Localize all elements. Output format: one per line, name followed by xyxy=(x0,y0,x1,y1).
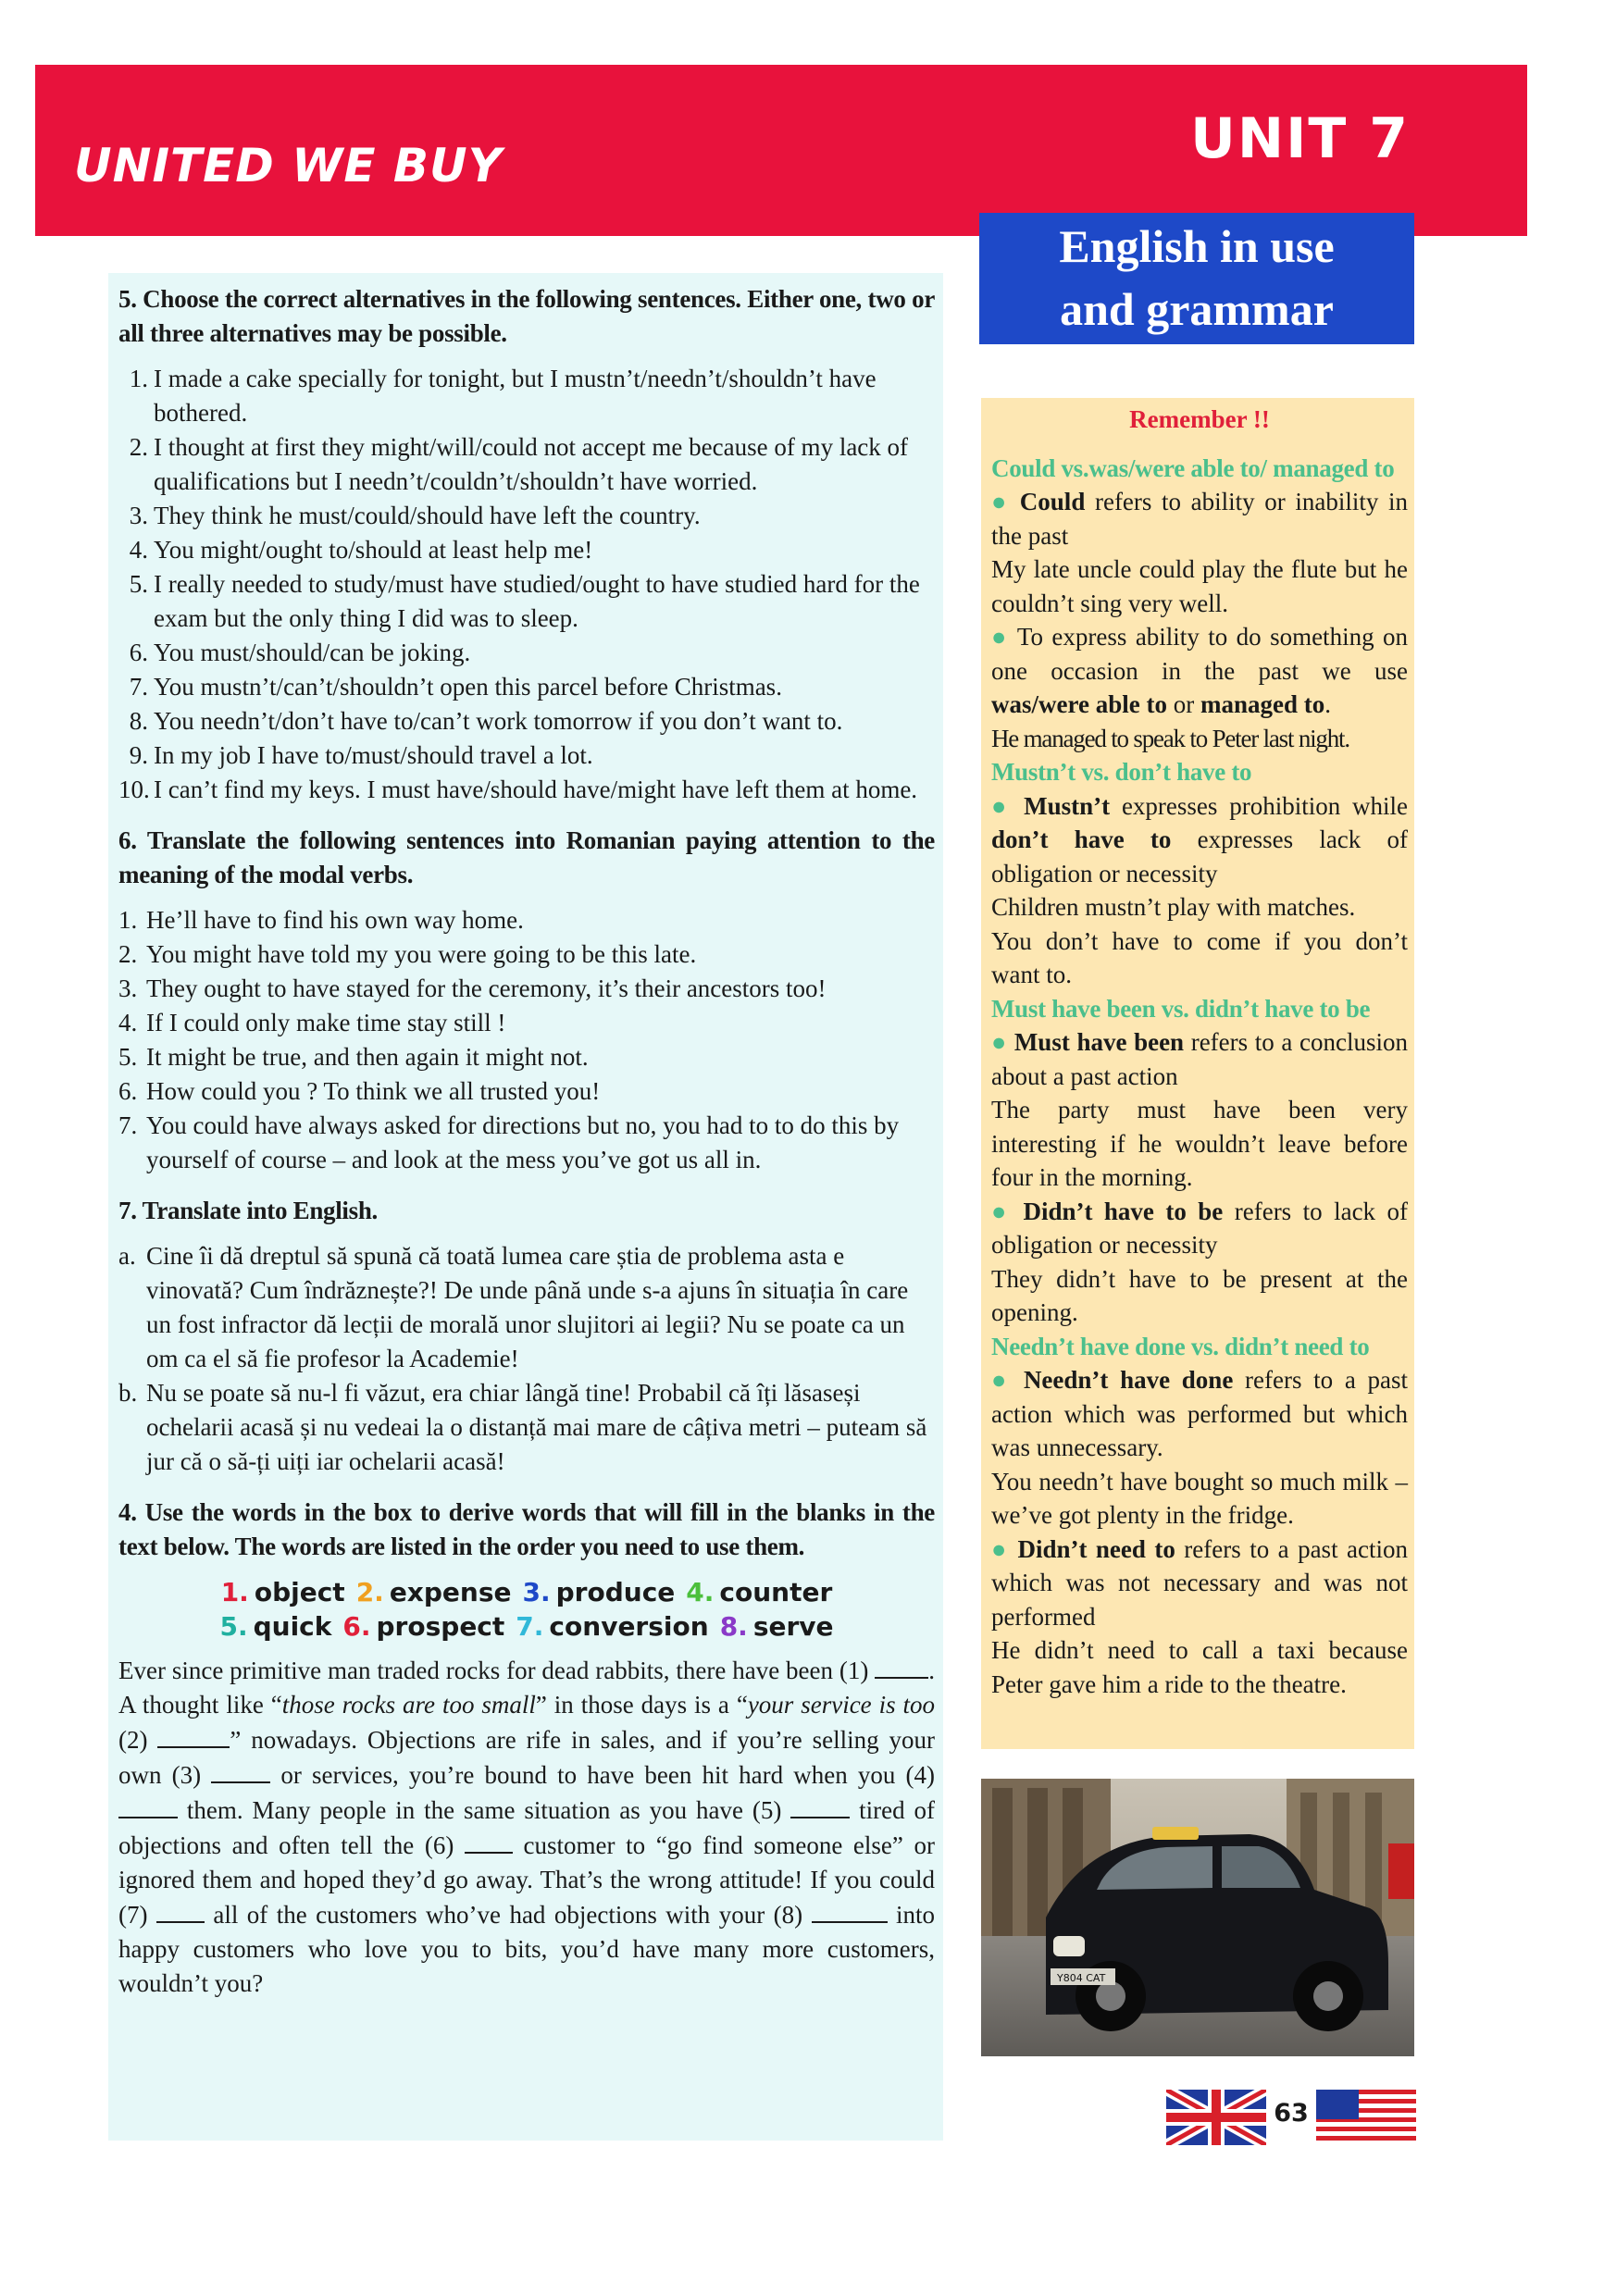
text-seg: expresses lack of obligation or necessity xyxy=(991,825,1408,887)
bold-term: Mustn’t xyxy=(1024,791,1111,820)
item-text: They think he must/could/should have left the country. xyxy=(154,502,701,529)
word-text: conversion xyxy=(549,1611,709,1642)
item-text: Nu se poate să nu-l fi văzut, era chiar lângă tine! Probabil că îți lăsaseși ochelarii acasă și nu vedeai la o distanță mai mare de câțiva metri – puteam să jur că o să-ți uiți iar ochelarii acasă! xyxy=(146,1379,927,1475)
word-box-item xyxy=(356,1577,512,1607)
section-heading-line2: and grammar xyxy=(1060,283,1334,335)
exercise-4-text xyxy=(118,1653,935,2001)
item-number: 10. xyxy=(118,776,150,803)
word-number: 6. xyxy=(342,1611,371,1642)
item-text: I thought at first they might/will/could not accept me because of my lack of qualifications but I needn’t/couldn’t/shouldn’t have worried. xyxy=(154,433,909,495)
list-item xyxy=(118,903,935,937)
us-flag-icon xyxy=(1316,2090,1416,2145)
bold-term: was/were able to xyxy=(991,690,1167,718)
text-seg: tired of objections and often tell the (6) xyxy=(118,1796,935,1859)
page-number: 63 xyxy=(1274,2099,1309,2128)
word-number: 7. xyxy=(516,1611,544,1642)
item-number: 7. xyxy=(118,1111,138,1139)
item-text: You needn’t/don’t have to/can’t work tomorrow if you don’t want to. xyxy=(154,707,843,735)
item-text: You might/ought to/should at least help me! xyxy=(154,536,593,564)
bullet-icon: ● xyxy=(991,1366,1024,1394)
remember-bullet xyxy=(991,620,1408,722)
item-number: 4. xyxy=(118,1009,138,1036)
bold-term: managed to xyxy=(1200,690,1325,718)
text-seg: refers to a past action which was not necessary and was not performed xyxy=(991,1534,1408,1631)
word-number: 3. xyxy=(522,1577,551,1607)
list-item xyxy=(118,1239,935,1376)
remember-heading-3: Must have been vs. didn’t have to be xyxy=(991,994,1371,1023)
text-seg: all of the customers who’ve had objections with your (8) xyxy=(204,1901,812,1929)
license-plate: Y804 CAT xyxy=(1057,1972,1106,1984)
word-box-row xyxy=(118,1609,935,1644)
bold-term: Could xyxy=(1019,488,1086,515)
bullet-icon: ● xyxy=(991,1028,1014,1056)
list-item xyxy=(118,533,935,567)
text-seg: or services, you’re bound to have been hit hard when you (4) xyxy=(270,1761,935,1789)
word-number: 4. xyxy=(686,1577,715,1607)
list-item xyxy=(118,670,935,704)
item-number: 8. xyxy=(129,707,148,735)
word-number: 2. xyxy=(355,1577,384,1607)
list-item xyxy=(118,499,935,533)
bullet-icon: ● xyxy=(991,488,1020,515)
text-seg: . xyxy=(1324,690,1331,718)
item-text: You must/should/can be joking. xyxy=(154,639,471,666)
item-text: It might be true, and then again it might not. xyxy=(146,1043,589,1071)
item-number: 6. xyxy=(129,639,148,666)
item-text: You might have told my you were going to be this late. xyxy=(146,940,697,968)
word-box-item xyxy=(523,1577,676,1607)
item-number: 7. xyxy=(129,673,148,701)
bold-term: Didn’t need to xyxy=(1017,1534,1175,1563)
word-box-item xyxy=(342,1611,504,1642)
item-text: He’ll have to find his own way home. xyxy=(146,906,524,934)
list-item xyxy=(118,1376,935,1479)
remember-bullet xyxy=(991,485,1408,552)
list-item xyxy=(118,362,935,430)
text-seg: (2) xyxy=(118,1726,158,1754)
remember-heading-1: Could vs.was/were able to/ managed to xyxy=(991,453,1395,482)
remember-bullet xyxy=(991,1363,1408,1465)
item-text: How could you ? To think we all trusted you! xyxy=(146,1077,601,1105)
word-box-item xyxy=(516,1611,708,1642)
item-text: You mustn’t/can’t/shouldn’t open this parcel before Christmas. xyxy=(154,673,782,701)
blank-3[interactable] xyxy=(211,1757,270,1783)
item-text: They ought to have stayed for the ceremony, it’s their ancestors too! xyxy=(146,974,827,1002)
list-item xyxy=(118,1040,935,1074)
bold-term: Must have been xyxy=(1013,1028,1185,1056)
list-item xyxy=(118,937,935,972)
remember-title: Remember !! xyxy=(1129,405,1270,433)
item-text: I made a cake specially for tonight, but I mustn’t/needn’t/shouldn’t have bothered. xyxy=(154,365,877,427)
text-seg: expresses prohibition while xyxy=(1110,791,1408,820)
remember-bullet xyxy=(991,789,1408,891)
exercise-6-title: 6. Translate the following sentences into Romanian paying attention to the meaning of the modal verbs. xyxy=(118,826,935,888)
blank-1[interactable] xyxy=(875,1653,928,1679)
item-number: 6. xyxy=(118,1077,138,1105)
word-box-item xyxy=(221,1577,345,1607)
uk-flag-icon xyxy=(1166,2090,1266,2145)
item-number: 5. xyxy=(129,570,148,598)
item-number: 3. xyxy=(118,974,138,1002)
remember-example: He didn’t need to call a taxi because Peter gave him a ride to the theatre. xyxy=(991,1636,1408,1698)
list-item xyxy=(118,636,935,670)
word-box-row xyxy=(118,1575,935,1609)
item-text: I really needed to study/must have studied/ought to have studied hard for the exam but the only thing I did was to sleep. xyxy=(154,570,920,632)
exercise-7-list xyxy=(118,1239,935,1479)
text-seg: To express ability to do something on one occasion in the past we use xyxy=(991,623,1408,685)
text-seg: refers to a past action which was performed but which was unnecessary. xyxy=(991,1366,1408,1461)
remember-content xyxy=(991,403,1408,1701)
unit-number: UNIT 7 xyxy=(1190,106,1410,171)
item-number: 5. xyxy=(118,1043,138,1071)
blank-5[interactable] xyxy=(790,1793,850,1818)
remember-heading-2: Mustn’t vs. don’t have to xyxy=(991,758,1252,786)
word-text: expense xyxy=(389,1577,512,1607)
exercise-6-list xyxy=(118,903,935,1177)
quote-1: those rocks are too small xyxy=(281,1691,536,1719)
exercise-7-title: 7. Translate into English. xyxy=(118,1197,379,1224)
word-text: produce xyxy=(555,1577,676,1607)
item-number: 1. xyxy=(118,906,138,934)
exercise-5-title: 5. Choose the correct alternatives in the following sentences. Either one, two or all three alternatives may be possible. xyxy=(118,285,935,347)
word-number: 8. xyxy=(719,1611,748,1642)
remember-example: Children mustn’t play with matches. xyxy=(991,893,1356,921)
quote-2: your service is too xyxy=(747,1691,936,1719)
blank-8[interactable] xyxy=(812,1897,888,1923)
word-text: quick xyxy=(253,1611,332,1642)
list-item xyxy=(118,430,935,499)
blank-7[interactable] xyxy=(156,1897,205,1923)
text-seg: them. Many people in the same situation as you have (5) xyxy=(178,1796,791,1824)
section-heading xyxy=(979,213,1414,344)
bullet-icon: ● xyxy=(991,791,1025,820)
list-item xyxy=(118,1109,935,1177)
list-item xyxy=(118,1074,935,1109)
item-number: 9. xyxy=(129,741,148,769)
text-seg: . A thought like “ xyxy=(118,1657,935,1719)
blank-6[interactable] xyxy=(465,1828,513,1854)
list-item xyxy=(118,773,935,807)
bold-term: Needn’t have done xyxy=(1023,1366,1234,1394)
item-number: b. xyxy=(118,1379,138,1407)
word-number: 5. xyxy=(219,1611,248,1642)
exercise-5-list xyxy=(118,362,935,807)
item-number: 2. xyxy=(129,433,148,461)
bold-term: Didn’t have to be xyxy=(1023,1197,1224,1225)
text-seg: or xyxy=(1166,690,1200,718)
exercise-4-title: 4. Use the words in the box to derive words that will fill in the blanks in the text below. The words are listed in the order you need to use them. xyxy=(118,1498,935,1560)
remember-example: My late uncle could play the flute but he couldn’t sing very well. xyxy=(991,555,1408,617)
remember-bullet xyxy=(991,1195,1408,1262)
text-seg: refers to a conclusion about a past action xyxy=(991,1028,1408,1090)
item-number: 2. xyxy=(118,940,138,968)
text-seg: ” nowadays. Objections are rife in sales, and if you’re selling your own (3) xyxy=(118,1726,936,1789)
bullet-icon: ● xyxy=(991,1534,1018,1563)
remember-example: The party must have been very interesting if he wouldn’t leave before four in the morning. xyxy=(991,1096,1408,1191)
item-text: Cine îi dă dreptul să spună că toată lumea care știa de problema asta e vinovată? Cum îndrăznește?! De unde până unde s-a ajuns în situația în care un fost infractor dă lecții de morală unor slujitori ai legii? Nu se poate ca un om ca el să fie profesor la Academie! xyxy=(146,1242,909,1372)
text-seg: refers to lack of obligation or necessity xyxy=(991,1197,1408,1259)
list-item xyxy=(118,704,935,738)
remember-example: You needn’t have bought so much milk – we’ve got plenty in the fridge. xyxy=(991,1467,1408,1529)
item-number: 1. xyxy=(129,365,148,392)
item-text: I can’t find my keys. I must have/should have/might have left them at home. xyxy=(154,776,918,803)
item-text: In my job I have to/must/should travel a lot. xyxy=(154,741,593,769)
remember-bullet xyxy=(991,1025,1408,1093)
bold-term: don’t have to xyxy=(991,825,1172,853)
blank-4[interactable] xyxy=(118,1793,178,1818)
word-text: serve xyxy=(752,1611,834,1642)
item-number: 4. xyxy=(129,536,148,564)
item-text: You could have always asked for directions but no, you had to to do this by yourself of course – and look at the mess you’ve got us all in. xyxy=(146,1111,900,1173)
list-item xyxy=(118,972,935,1006)
exercises-content xyxy=(118,282,935,2001)
list-item xyxy=(118,567,935,636)
word-text: prospect xyxy=(376,1611,505,1642)
word-box xyxy=(118,1575,935,1644)
item-number: a. xyxy=(118,1242,136,1270)
text-seg: customer to “go find someone else” or ignored them and hoped they’d go away. That’s the wrong attitude! If you could (7) xyxy=(118,1831,935,1929)
remember-heading-4: Needn’t have done vs. didn’t need to xyxy=(991,1332,1370,1360)
remember-example: You don’t have to come if you don’t want to. xyxy=(991,926,1408,988)
word-box-item xyxy=(686,1577,832,1607)
remember-example: They didn’t have to be present at the opening. xyxy=(991,1264,1408,1326)
text-seg: refers to ability or inability in the past xyxy=(991,488,1408,550)
text-seg: into happy customers who love you to bits, you’d have many more customers, wouldn’t you? xyxy=(118,1901,935,1997)
text-seg: Ever since primitive man traded rocks for dead rabbits, there have been (1) xyxy=(118,1657,876,1684)
list-item xyxy=(118,738,935,773)
word-box-item xyxy=(720,1611,834,1642)
list-item xyxy=(118,1006,935,1040)
remember-bullet xyxy=(991,1533,1408,1634)
word-text: counter xyxy=(719,1577,833,1607)
london-taxi-photo xyxy=(981,1779,1414,2056)
section-heading-line1: English in use xyxy=(1059,220,1335,272)
blank-2[interactable] xyxy=(157,1722,230,1748)
word-number: 1. xyxy=(220,1577,249,1607)
bullet-icon: ● xyxy=(991,1197,1024,1225)
taxi-illustration xyxy=(981,1779,1414,2056)
text-seg: ” in those days is a “ xyxy=(535,1691,748,1719)
word-text: object xyxy=(254,1577,345,1607)
bullet-icon: ● xyxy=(991,623,1017,651)
remember-example: He managed to speak to Peter last night. xyxy=(991,724,1349,752)
unit-title: UNITED WE BUY xyxy=(74,139,503,192)
item-text: If I could only make time stay still ! xyxy=(146,1009,506,1036)
item-number: 3. xyxy=(129,502,148,529)
word-box-item xyxy=(219,1611,331,1642)
